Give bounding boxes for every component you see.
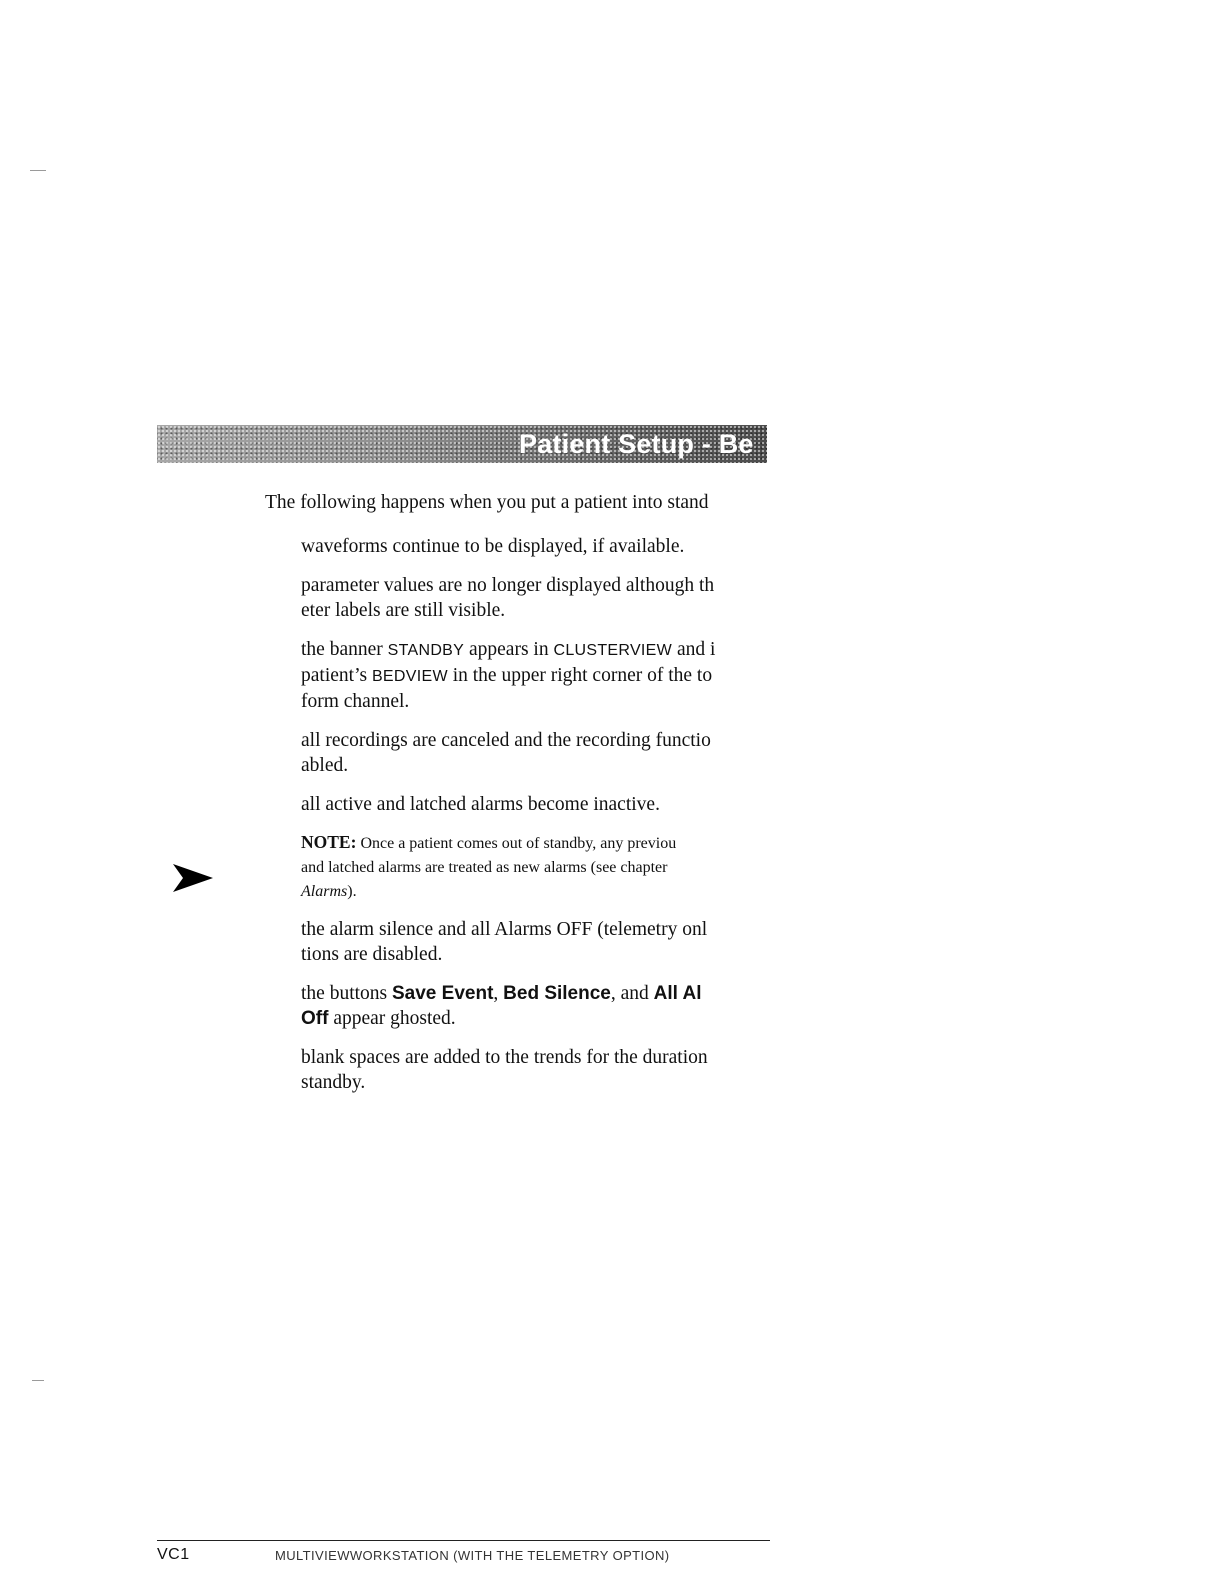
list-item [265,981,768,1031]
list-item [265,917,768,967]
footer-manual-title: MULTIVIEWWORKSTATION (WITH THE TELEMETRY OPTION) [275,1548,670,1563]
section-header-banner [157,425,767,463]
footer-page-code: VC1 [157,1546,190,1563]
clusterview-term: CLUSTERVIEW [553,642,673,659]
list-item-text: the banner [301,639,388,660]
list-item-text: and i [672,639,716,660]
page-content [265,490,768,1150]
list-item-text-continued: standby. [301,1072,366,1093]
all-alarms-off-term: Off [301,1008,329,1029]
list-item-text-continued: appear ghosted. [328,1008,456,1029]
list-item-text-continued: eter labels are still visible. [301,600,506,621]
list-item [265,1045,768,1095]
list-item-text-continued: form channel. [301,691,410,712]
section-title: Patient Setup - Be [519,429,754,459]
list-item-text: , and [610,983,654,1004]
bed-silence-term: Bed Silence [503,983,611,1004]
note-label: NOTE: [301,832,357,852]
list-item-text: the alarm silence and all Alarms OFF (telemetry onl [301,919,708,940]
list-item-text: , [493,983,504,1004]
list-item-text: blank spaces are added to the trends for the duration [301,1047,708,1068]
note-arrow-icon [173,864,213,892]
note-text-end: ). [347,883,357,900]
list-item [265,637,768,714]
list-item-text: appears in [464,639,554,660]
bedview-term: BEDVIEW [371,668,448,685]
list-item [265,792,768,817]
scan-mark [30,170,46,171]
note-text: Once a patient comes out of standby, any previou [356,835,677,852]
note-chapter-reference: Alarms [301,883,348,900]
note-text-continued: and latched alarms are treated as new alarms (see chapter [301,859,668,876]
list-item-text: in the upper right corner of the to [447,665,713,686]
scan-mark [32,1380,44,1381]
list-item [265,534,768,559]
list-item-text-continued: abled. [301,755,349,776]
save-event-term: Save Event [392,983,494,1004]
list-item [265,573,768,623]
list-item-text-continued: tions are disabled. [301,944,443,965]
list-item-text: parameter values are no longer displayed although th [301,575,715,596]
note-block [265,831,768,903]
standby-term: STANDBY [387,642,465,659]
list-item-text: the buttons [301,983,392,1004]
footer-rule [157,1540,770,1541]
list-item-text: waveforms continue to be displayed, if available. [301,536,685,557]
list-item-text: patient’s [301,665,372,686]
intro-paragraph: The following happens when you put a patient into stand [265,492,709,513]
list-item-text: all active and latched alarms become inactive. [301,794,660,815]
all-alarms-term: All Al [653,983,702,1004]
list-item-text: all recordings are canceled and the recording functio [301,730,711,751]
list-item [265,728,768,778]
